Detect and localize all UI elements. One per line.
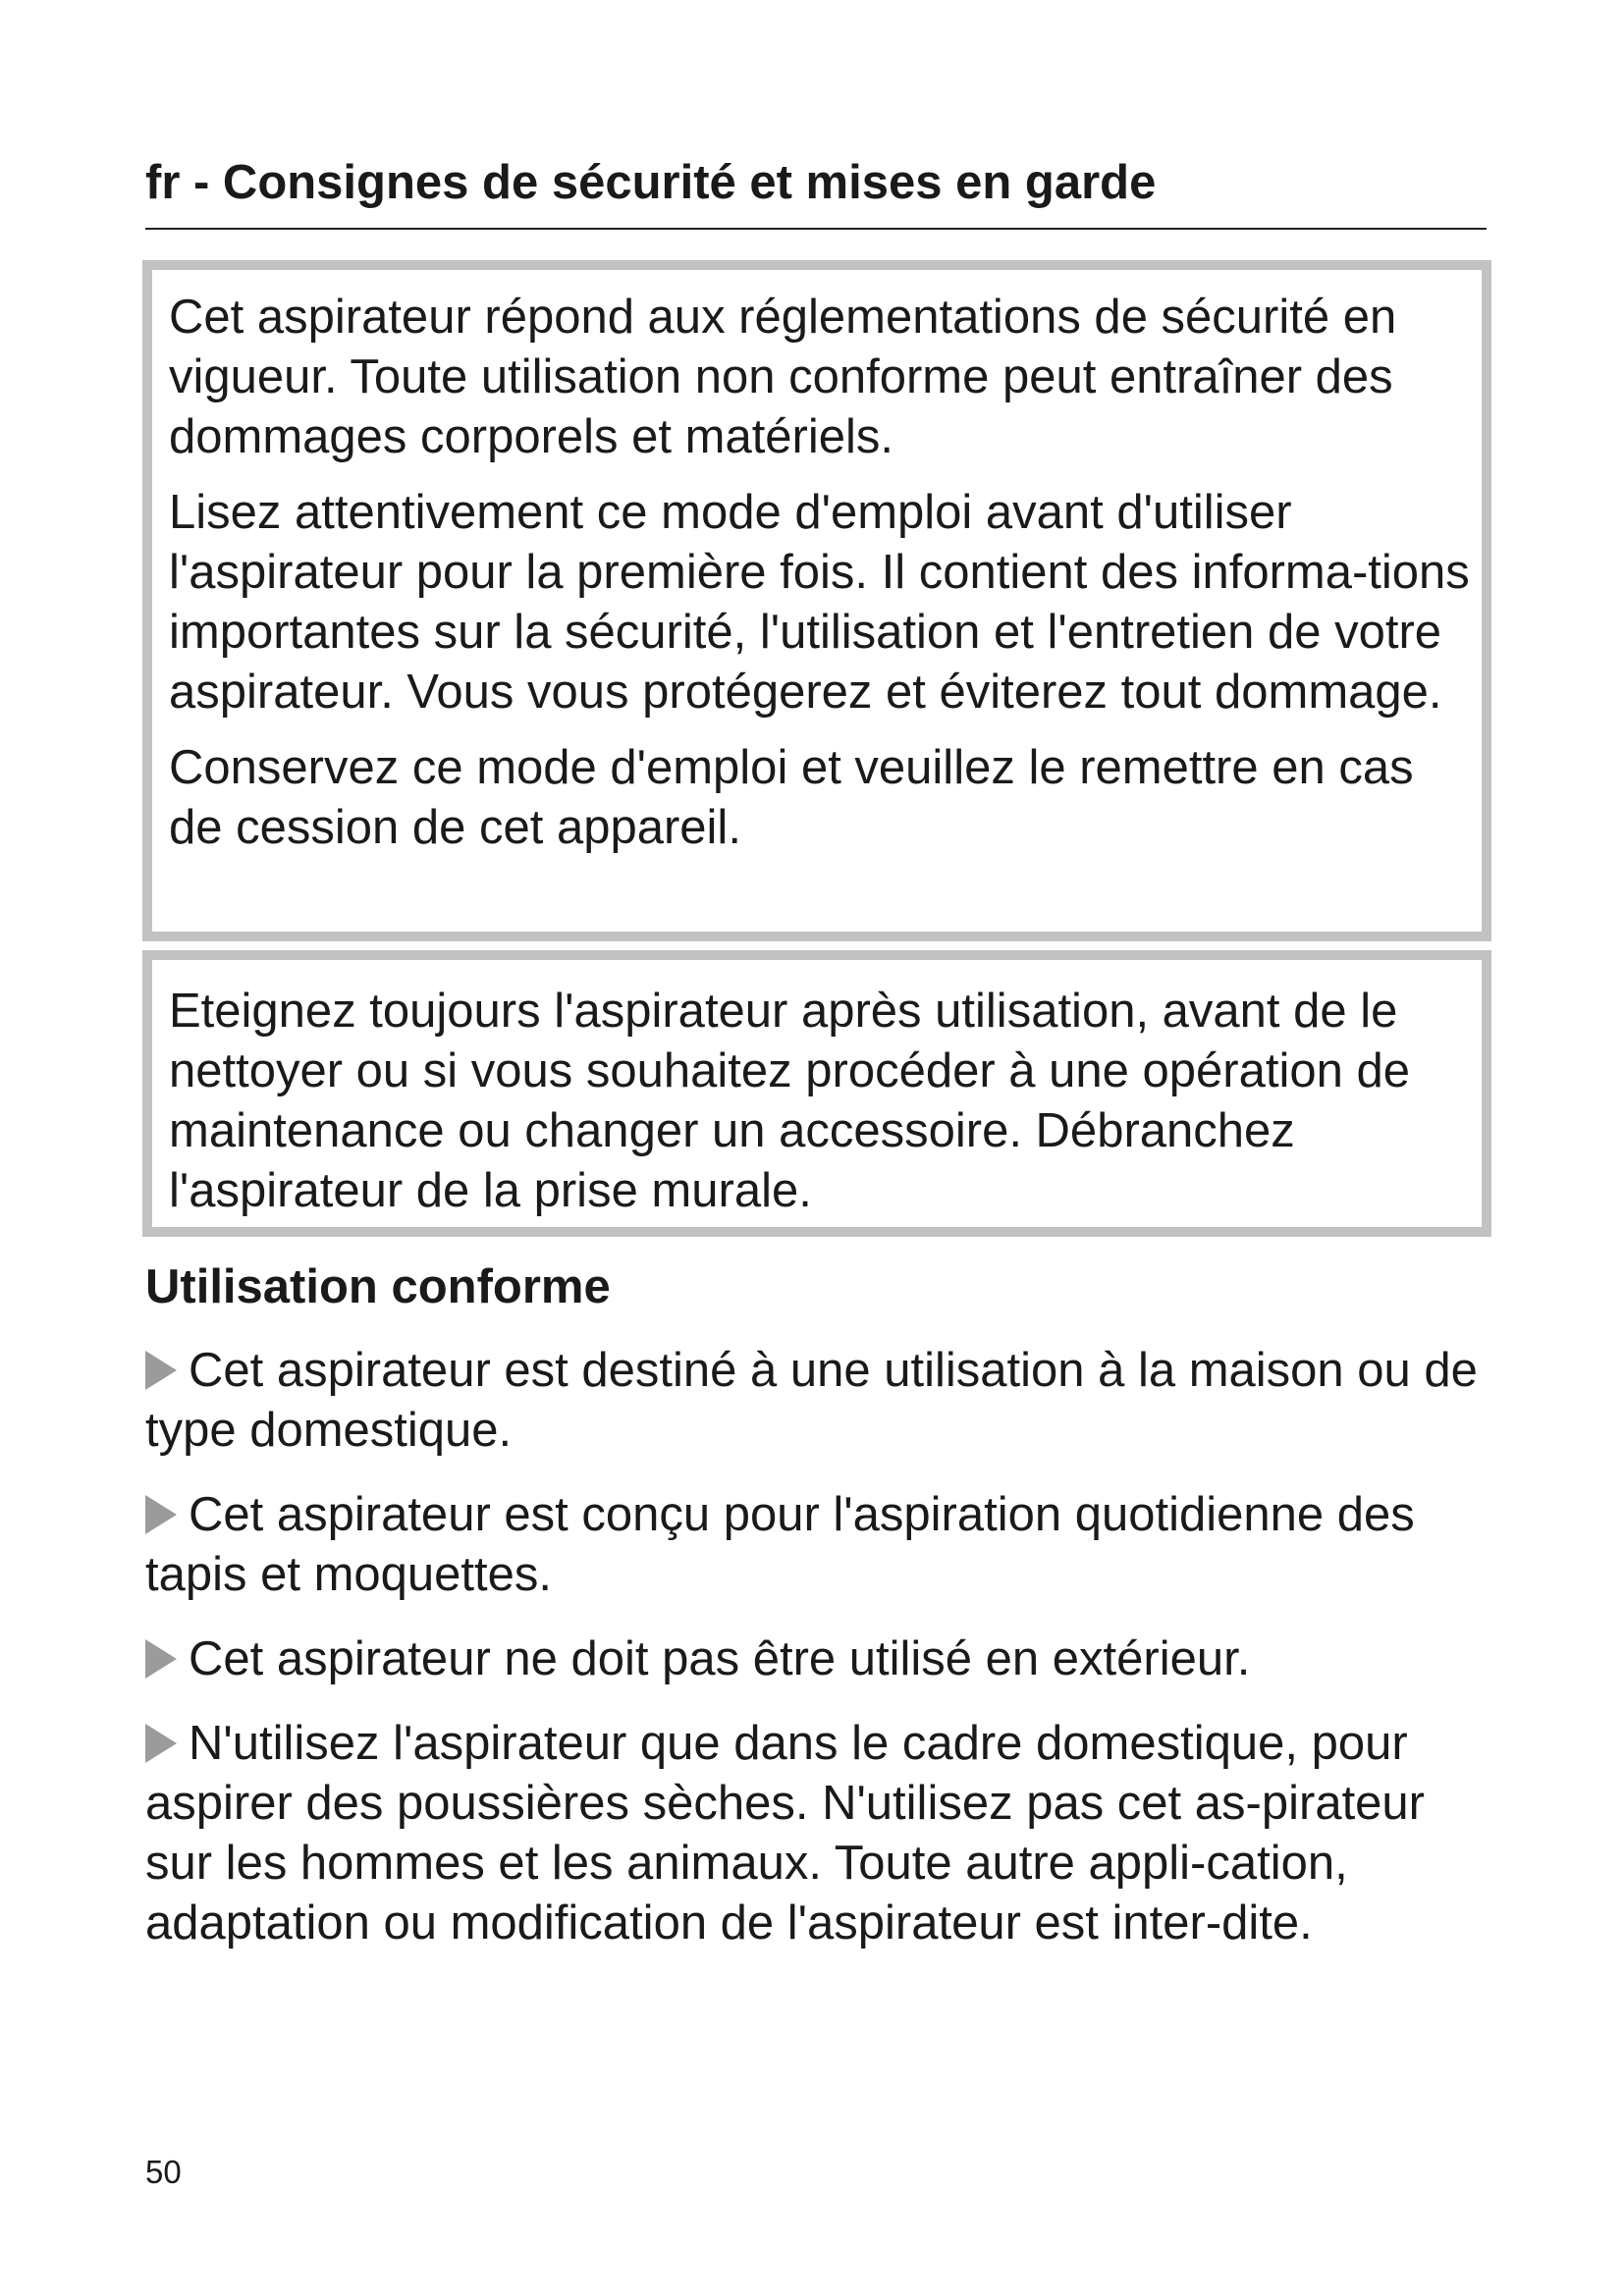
list-item-text: Cet aspirateur est destiné à une utilisation à la maison ou de type domestique. bbox=[145, 1344, 1478, 1457]
triangle-right-icon bbox=[145, 1639, 177, 1679]
notice-paragraph: Conservez ce mode d'emploi et veuillez le remettre en cas de cession de cet appareil. bbox=[169, 741, 1414, 854]
triangle-right-icon bbox=[145, 1351, 177, 1390]
section-heading: Utilisation conforme bbox=[145, 1260, 611, 1313]
list-item-text: Cet aspirateur ne doit pas être utilisé en extérieur. bbox=[189, 1632, 1251, 1685]
notice-paragraph: Eteignez toujours l'aspirateur après utilisation, avant de le nettoyer ou si vous souhaitez procéder à une opération de maintenance ou changer un accessoire. Débranchez l'aspirateur de la prise murale. bbox=[169, 985, 1410, 1217]
warning-notice-box bbox=[142, 950, 1491, 1237]
page-header bbox=[145, 157, 1487, 230]
notice-paragraph: Cet aspirateur répond aux réglementations de sécurité en vigueur. Toute utilisation non conforme peut entraîner des dommages corporels et matériels. bbox=[169, 291, 1397, 463]
safety-notice-box bbox=[142, 260, 1491, 941]
list-item bbox=[145, 1341, 1487, 1461]
list-item-text: Cet aspirateur est conçu pour l'aspiration quotidienne des tapis et moquettes. bbox=[145, 1488, 1415, 1601]
notice-paragraph: Lisez attentivement ce mode d'emploi avant d'utiliser l'aspirateur pour la première fois. Il contient des informa-tions importantes sur la sécurité, l'utilisation et l'entretien de votre aspirateur. Vous vous protégerez et éviterez tout dommage. bbox=[169, 486, 1470, 719]
list-item bbox=[145, 1485, 1487, 1605]
list-item bbox=[145, 1714, 1487, 1953]
triangle-right-icon bbox=[145, 1495, 177, 1534]
triangle-right-icon bbox=[145, 1724, 177, 1763]
usage-list bbox=[145, 1341, 1487, 1978]
page-number: 50 bbox=[145, 2154, 182, 2190]
page-title: fr - Consignes de sécurité et mises en garde bbox=[145, 156, 1157, 209]
list-item bbox=[145, 1629, 1487, 1689]
list-item-text: N'utilisez l'aspirateur que dans le cadre domestique, pour aspirer des poussières sèches. N'utilisez pas cet as-pirateur sur les hommes et les animaux. Toute autre appli-cation, adaptation ou modification de l'aspirateur est inter-dite. bbox=[145, 1717, 1425, 1949]
